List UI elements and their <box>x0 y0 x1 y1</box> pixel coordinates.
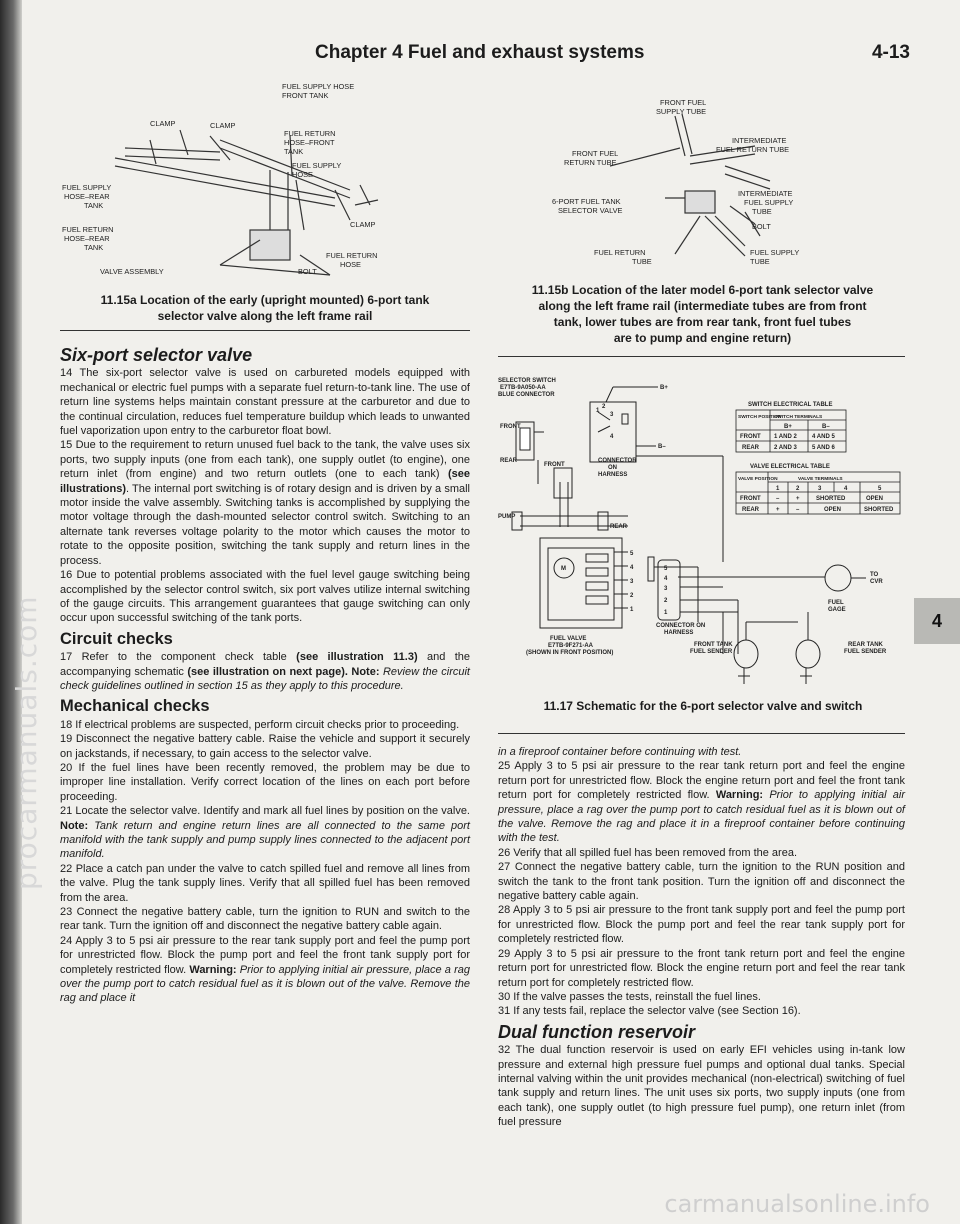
fig-11-17-caption: 11.17 Schematic for the 6-port selector valve and switch <box>543 699 863 713</box>
svg-text:1: 1 <box>664 610 668 616</box>
heading-six-port-selector-valve: Six-port selector valve <box>60 345 253 365</box>
svg-text:HOSE–FRONT: HOSE–FRONT <box>284 138 335 147</box>
svg-text:SWITCH TERMINALS: SWITCH TERMINALS <box>774 415 823 420</box>
svg-text:INTERMEDIATE: INTERMEDIATE <box>732 136 787 145</box>
page-number: 4-13 <box>871 42 910 63</box>
rule-right-top <box>498 356 905 357</box>
para-24: 24 Apply 3 to 5 psi air pressure to the rear tank supply port and feel the pump port for unrestricted flow. Block the pump port and feel the front tank supply port for completely restricted flow. Warning: Prior to applying initial air pressure, place a rag over the pump port to catch residual fuel as it is blown out of the valve. Remove the rag and place it <box>60 934 470 1005</box>
para-25: 25 Apply 3 to 5 psi air pressure to the rear tank return port and feel the engine return port for unrestricted flow. Block the engine return port and feel the front tank return port for completely restricted flow. Warning: Prior to applying initial air pressure, place a rag over the pump port to catch residual fuel as it is blown out of the valve. Remove the rag and place it in a fireproof container before continuing with the test. <box>498 760 906 845</box>
svg-text:HOSE: HOSE <box>292 170 313 179</box>
svg-text:1 AND 2: 1 AND 2 <box>774 434 797 440</box>
svg-text:2: 2 <box>664 598 668 604</box>
svg-text:PUMP: PUMP <box>498 514 516 520</box>
svg-text:–: – <box>796 507 800 513</box>
svg-text:B–: B– <box>658 444 666 450</box>
svg-text:CVR: CVR <box>870 579 883 585</box>
svg-text:3: 3 <box>610 412 614 418</box>
svg-text:6-PORT FUEL TANK: 6-PORT FUEL TANK <box>552 197 621 206</box>
svg-text:TUBE: TUBE <box>750 257 770 266</box>
svg-text:FUEL SUPPLY: FUEL SUPPLY <box>750 248 800 257</box>
svg-text:4 AND 5: 4 AND 5 <box>812 434 835 440</box>
para-28: 28 Apply 3 to 5 psi air pressure to the front tank supply port and feel the pump port for unrestricted flow. Block the pump port and feel the rear tank supply port for completely restricted flow. <box>498 904 905 946</box>
figure-11-15a <box>60 80 470 323</box>
svg-text:VALVE ELECTRICAL TABLE: VALVE ELECTRICAL TABLE <box>750 464 830 470</box>
para-14: 14 The six-port selector valve is used on carbureted models equipped with mechanical or electric fuel pumps with a separate fuel return-to-tank line. The use of return line systems helps maintain constant pressure at the carburetor and due to the continual circulation, reduces fuel temperature buildup which leads to unwanted fuel vaporization upon entry to the carburetor float bowl. <box>60 367 470 438</box>
svg-text:FRONT: FRONT <box>500 424 521 430</box>
svg-text:SHORTED: SHORTED <box>864 507 894 513</box>
svg-text:GAGE: GAGE <box>828 607 846 613</box>
svg-text:FUEL RETURN: FUEL RETURN <box>326 251 378 260</box>
para-16: 16 Due to potential problems associated with the fuel level gauge switching being accomplished by the selector control switch, six port valves utilize internal switching of the gauge circuits. This arrangement guarantees that gauge switching can only occur upon successful switching of the tank ports. <box>60 569 470 625</box>
figure-11-17 <box>498 372 908 717</box>
svg-text:3: 3 <box>630 579 634 585</box>
svg-text:FRONT TANK: FRONT TANK <box>282 91 329 100</box>
svg-text:FRONT: FRONT <box>740 496 761 502</box>
para-31: 31 If any tests fail, replace the selector valve (see Section 16). <box>498 1005 801 1018</box>
figure-11-15b <box>500 96 905 348</box>
para-27: 27 Connect the negative battery cable, turn the ignition to the RUN position and switch the tank to the front tank position. Turn the ignition off and disconnect the negative battery cable again. <box>498 861 905 903</box>
svg-text:1: 1 <box>776 486 780 492</box>
para-24-cont: in a fireproof container before continuing with test. <box>498 746 742 758</box>
svg-text:FRONT: FRONT <box>544 462 565 468</box>
svg-text:4: 4 <box>610 434 614 440</box>
page-header <box>60 42 910 72</box>
svg-text:FUEL SUPPLY: FUEL SUPPLY <box>62 183 112 192</box>
svg-text:FUEL VALVE: FUEL VALVE <box>550 636 587 642</box>
svg-text:SWITCH ELECTRICAL TABLE: SWITCH ELECTRICAL TABLE <box>748 402 833 408</box>
svg-text:CONNECTOR ON: CONNECTOR ON <box>656 623 706 629</box>
svg-text:OPEN: OPEN <box>824 507 842 513</box>
svg-text:1: 1 <box>630 607 634 613</box>
svg-text:FRONT FUEL: FRONT FUEL <box>660 98 707 107</box>
svg-text:VALVE POSITION: VALVE POSITION <box>738 477 778 482</box>
svg-text:HARNESS: HARNESS <box>664 630 694 636</box>
svg-text:REAR: REAR <box>742 507 760 513</box>
heading-mechanical-checks: Mechanical checks <box>60 697 210 716</box>
svg-text:FRONT TANK: FRONT TANK <box>694 642 733 648</box>
chapter-title: Chapter 4 Fuel and exhaust systems <box>315 42 645 63</box>
svg-text:VALVE TERMINALS: VALVE TERMINALS <box>798 477 843 482</box>
svg-text:2: 2 <box>796 486 800 492</box>
fig-11-15a-illustration <box>60 80 470 288</box>
para-21: 21 Locate the selector valve. Identify and mark all fuel lines by position on the valve. Note: Tank return and engine return lines are all connected to the same port manifold with the tank supply and pump supply lines connected to the adjacent port manifold. <box>60 805 470 861</box>
svg-text:FUEL SUPPLY: FUEL SUPPLY <box>292 161 342 170</box>
svg-text:5 AND 6: 5 AND 6 <box>812 445 835 451</box>
fig-11-17-schematic <box>498 372 908 690</box>
fig-11-15a-caption: 11.15a Location of the early (upright mounted) 6-port tank selector valve along the left frame rail <box>100 293 430 323</box>
svg-text:REAR: REAR <box>500 458 518 464</box>
svg-text:M: M <box>561 566 566 572</box>
svg-text:B+: B+ <box>660 385 668 391</box>
svg-text:HOSE–REAR: HOSE–REAR <box>64 192 110 201</box>
svg-text:TO: TO <box>870 572 879 578</box>
left-column <box>60 342 470 1006</box>
svg-text:E7TB-9A050-AA: E7TB-9A050-AA <box>500 385 546 391</box>
svg-text:FUEL RETURN TUBE: FUEL RETURN TUBE <box>716 145 790 154</box>
svg-text:CLAMP: CLAMP <box>150 119 176 128</box>
svg-text:SHORTED: SHORTED <box>816 496 846 502</box>
svg-text:2 AND 3: 2 AND 3 <box>774 445 797 451</box>
svg-text:B–: B– <box>822 424 830 430</box>
svg-text:FUEL RETURN: FUEL RETURN <box>594 248 646 257</box>
svg-text:SELECTOR VALVE: SELECTOR VALVE <box>558 206 623 215</box>
svg-text:FUEL SUPPLY HOSE: FUEL SUPPLY HOSE <box>282 82 355 91</box>
svg-text:TUBE: TUBE <box>632 257 652 266</box>
svg-text:E7TB-9F271-AA: E7TB-9F271-AA <box>548 643 594 649</box>
svg-text:OPEN: OPEN <box>866 496 884 502</box>
svg-text:FUEL SENDER: FUEL SENDER <box>844 649 887 655</box>
svg-text:3: 3 <box>664 586 668 592</box>
fig-11-15b-caption: 11.15b Location of the later model 6-port tank selector valve along the left frame rail (intermediate tubes are from front tank, lower tubes are from rear tank, front fuel tubes are to pump and engine return) <box>531 283 874 345</box>
svg-text:REAR TANK: REAR TANK <box>848 642 883 648</box>
svg-text:2: 2 <box>602 404 606 410</box>
svg-text:SELECTOR SWITCH: SELECTOR SWITCH <box>498 378 556 384</box>
svg-text:B+: B+ <box>784 424 792 430</box>
svg-text:–: – <box>776 496 780 502</box>
para-18: 18 If electrical problems are suspected, perform circuit checks prior to proceeding. <box>60 718 460 731</box>
svg-text:FRONT: FRONT <box>740 434 761 440</box>
side-watermark: procarmanuals.com <box>10 595 43 890</box>
svg-text:FUEL SUPPLY: FUEL SUPPLY <box>744 198 794 207</box>
svg-text:RETURN TUBE: RETURN TUBE <box>564 158 617 167</box>
svg-text:5: 5 <box>630 551 634 557</box>
svg-text:BOLT: BOLT <box>298 267 317 276</box>
svg-text:4: 4 <box>664 576 668 582</box>
svg-text:SWITCH POSITION: SWITCH POSITION <box>738 415 782 420</box>
rule-left-top <box>60 330 470 331</box>
heading-circuit-checks: Circuit checks <box>60 629 173 648</box>
svg-text:(SHOWN IN FRONT POSITION): (SHOWN IN FRONT POSITION) <box>526 650 614 656</box>
svg-text:TANK: TANK <box>84 243 104 252</box>
svg-text:TANK: TANK <box>84 201 104 210</box>
svg-text:FRONT FUEL: FRONT FUEL <box>572 149 619 158</box>
svg-text:SUPPLY TUBE: SUPPLY TUBE <box>656 107 707 116</box>
svg-text:REAR: REAR <box>742 445 760 451</box>
para-29: 29 Apply 3 to 5 psi air pressure to the front tank return port and feel the engine return port for unrestricted flow. Block the engine return port and feel the rear tank return port for completely restricted flow. <box>498 947 905 989</box>
svg-text:1: 1 <box>596 408 600 414</box>
svg-text:INTERMEDIATE: INTERMEDIATE <box>738 189 793 198</box>
svg-text:3: 3 <box>818 486 822 492</box>
rule-right-bottom <box>498 733 905 734</box>
para-20: 20 If the fuel lines have been recently removed, the problem may be due to improper line installation. Verify correct location of the lines on each port before proceeding. <box>60 761 470 803</box>
svg-text:+: + <box>796 496 800 502</box>
svg-text:HARNESS: HARNESS <box>598 472 628 478</box>
svg-text:CLAMP: CLAMP <box>350 220 376 229</box>
svg-text:TANK: TANK <box>284 147 304 156</box>
para-15: 15 Due to the requirement to return unused fuel back to the tank, the valve uses six ports, two supply inputs (one from each tank), one supply outlet (to engine), one return inlet (from engine) and two return outlets (one to each tank) (see illustrations). The internal port switching is of rotary design and is driven by a small motor inside the valve assembly. Switching tanks is accomplished by supplying the motor voltage through the dash-mounted selector control switch. Switching to an alternate tank reverses voltage polarity to the motor which causes the motor to rotate to the opposite position, switching the tank supply and return lines in the process. <box>60 439 470 567</box>
fig-11-15b-illustration <box>500 96 905 272</box>
svg-text:2: 2 <box>630 593 634 599</box>
para-23: 23 Connect the negative battery cable, turn the ignition to RUN and switch to the rear tank. Turn the ignition off and disconnect the negative battery cable again. <box>60 906 470 933</box>
chapter-thumb-tab: 4 <box>914 598 960 644</box>
svg-text:FUEL: FUEL <box>828 600 844 606</box>
svg-text:REAR: REAR <box>610 524 628 530</box>
svg-text:FUEL SENDER: FUEL SENDER <box>690 649 733 655</box>
svg-text:5: 5 <box>664 566 668 572</box>
svg-text:BLUE CONNECTOR: BLUE CONNECTOR <box>498 392 555 398</box>
svg-text:ON: ON <box>608 465 617 471</box>
right-column <box>498 745 905 1130</box>
bottom-watermark: carmanualsonline.info <box>664 1190 930 1218</box>
para-26: 26 Verify that all spilled fuel has been removed from the area. <box>498 846 798 859</box>
para-17: 17 Refer to the component check table (see illustration 11.3) and the accompanying schematic (see illustration on next page). Note: Review the circuit check guidelines outlined in section 15 as they apply to this procedure. <box>60 651 470 692</box>
svg-text:BOLT: BOLT <box>752 222 771 231</box>
svg-text:FUEL RETURN: FUEL RETURN <box>62 225 114 234</box>
heading-dual-function-reservoir: Dual function reservoir <box>498 1021 696 1042</box>
svg-text:4: 4 <box>844 486 848 492</box>
svg-text:HOSE: HOSE <box>340 260 361 269</box>
svg-text:CONNECTOR: CONNECTOR <box>598 458 637 464</box>
svg-text:4: 4 <box>630 565 634 571</box>
svg-text:CLAMP: CLAMP <box>210 121 236 130</box>
svg-text:5: 5 <box>878 486 882 492</box>
para-30: 30 If the valve passes the tests, reinstall the fuel lines. <box>498 990 761 1003</box>
svg-text:+: + <box>776 507 780 513</box>
para-32: 32 The dual function reservoir is used on early EFI vehicles using in-tank low pressure and external high pressure fuel pumps and optional dual tanks. Special internal valving within the unit provides mechanical (non-electrical) switching of fuel tank supply and return lines. The unit uses six ports, two supply inputs (one from each tank), one supply outlet (to high pressure fuel pump), one return inlet (from fuel pressure <box>498 1044 905 1129</box>
svg-text:TUBE: TUBE <box>752 207 772 216</box>
svg-text:FUEL RETURN: FUEL RETURN <box>284 129 336 138</box>
svg-text:HOSE–REAR: HOSE–REAR <box>64 234 110 243</box>
para-19: 19 Disconnect the negative battery cable. Raise the vehicle and support it securely on jackstands, if necessary, to gain access to the selector valve. <box>60 733 470 760</box>
para-22: 22 Place a catch pan under the valve to catch spilled fuel and remove all lines from the valve. Plug the tank supply lines. Verify that all spilled fuel has been removed from the area. <box>60 862 470 904</box>
svg-text:VALVE ASSEMBLY: VALVE ASSEMBLY <box>100 267 164 276</box>
